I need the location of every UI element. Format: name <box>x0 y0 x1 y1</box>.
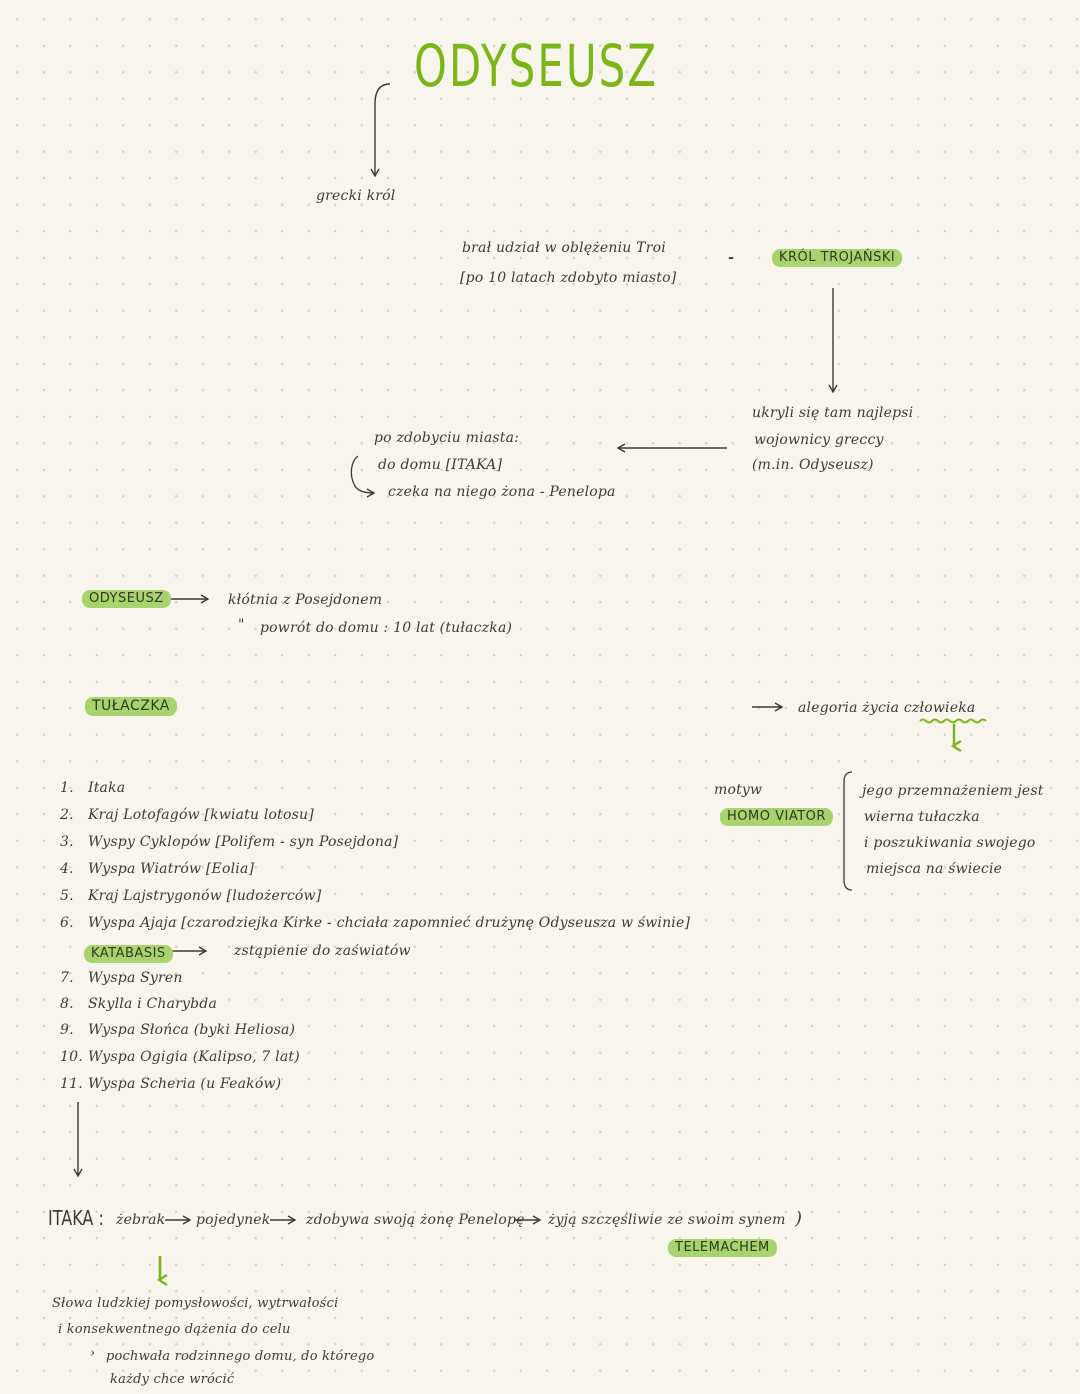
list-item: 3. Wyspy Cyklopów [Polifem - syn Posejdona] <box>60 834 399 850</box>
list-item: 2. Kraj Lotofagów [kwiatu lotosu] <box>60 807 314 823</box>
arrow-title-to-king <box>375 84 390 176</box>
trojan-king-highlight: KRÓL TROJAŃSKI <box>772 249 902 267</box>
homo-viator-highlight: HOMO VIATOR <box>720 808 833 826</box>
list-item: 9. Wyspa Słońca (byki Heliosa) <box>60 1022 296 1038</box>
troy-line-1: brał udział w oblężeniu Troi <box>462 240 666 256</box>
itaka-step-2: pojedynek <box>196 1212 271 1228</box>
motif-text: motyw <box>714 782 763 798</box>
dash-separator: - <box>728 250 735 266</box>
itaka-step-1: żebrak <box>116 1212 166 1228</box>
itaka-close-paren: ) <box>795 1208 803 1229</box>
list-item: 1. Itaka <box>60 780 126 796</box>
motif-line-3: i poszukiwania swojego <box>864 835 1036 851</box>
allegory-text: alegoria życia człowieka <box>798 700 976 716</box>
itaka-step-4: żyją szczęśliwie ze swoim synem <box>548 1212 786 1228</box>
conflict-line-2: powrót do domu : 10 lat (tułaczka) <box>260 620 513 636</box>
telemachus-highlight: TELEMACHEM <box>668 1239 777 1257</box>
after-line-2: do domu [ITAKA] <box>378 457 503 473</box>
katabasis-text: zstąpienie do zaświatów <box>234 943 411 959</box>
moral-line-2: i konsekwentnego dążenia do celu <box>58 1322 291 1337</box>
after-line-3: czeka na niego żona - Penelopa <box>388 484 616 500</box>
motif-line-2: wierna tułaczka <box>864 809 980 825</box>
list-item: 5. Kraj Lajstrygonów [ludożerców] <box>60 888 322 904</box>
hid-line-2: wojownicy greccy <box>754 432 884 448</box>
page-title: ODYSEUSZ <box>414 32 659 100</box>
troy-line-2: [po 10 latach zdobyto miasto] <box>460 270 677 286</box>
list-item: 8. Skylla i Charybda <box>60 996 218 1012</box>
conflict-line-1: kłótnia z Posejdonem <box>228 592 383 608</box>
list-item: 7. Wyspa Syren <box>60 970 183 986</box>
motif-bracket <box>844 772 852 890</box>
list-item: 4. Wyspa Wiatrów [Eolia] <box>60 861 255 877</box>
katabasis-row <box>84 942 411 963</box>
list-item: 6. Wyspa Ajaja [czarodziejka Kirke - chciała zapomnieć drużynę Odyseusza w świnie] <box>60 915 691 931</box>
greek-king-text: grecki król <box>316 188 396 204</box>
green-underline <box>920 720 986 723</box>
itaka-step-3: zdobywa swoją żonę Penelopę <box>306 1212 525 1228</box>
hid-line-1: ukryli się tam najlepsi <box>752 405 914 421</box>
moral-line-4: każdy chce wrócić <box>110 1372 235 1387</box>
after-line-1: po zdobyciu miasta: <box>374 430 520 446</box>
ditto-mark: " <box>238 617 245 633</box>
moral-line-3: pochwała rodzinnego domu, do którego <box>106 1349 375 1364</box>
moral-mark: › <box>90 1346 96 1361</box>
list-item: 11. Wyspa Scheria (u Feaków) <box>60 1076 282 1092</box>
list-item: 10. Wyspa Ogigia (Kalipso, 7 lat) <box>60 1049 300 1065</box>
motif-line-1: jego przemnażeniem jest <box>862 783 1044 799</box>
odyseusz-highlight: ODYSEUSZ <box>82 590 171 608</box>
brace-after <box>351 456 374 493</box>
katabasis-highlight: KATABASIS <box>84 945 173 963</box>
motif-line-4: miejsca na świecie <box>866 861 1003 877</box>
moral-line-1: Słowa ludzkiej pomysłowości, wytrwałości <box>52 1296 339 1311</box>
itaka-label: ITAKA : <box>48 1206 104 1230</box>
wandering-highlight: TUŁACZKA <box>85 697 177 716</box>
hid-line-3: (m.in. Odyseusz) <box>752 457 874 473</box>
